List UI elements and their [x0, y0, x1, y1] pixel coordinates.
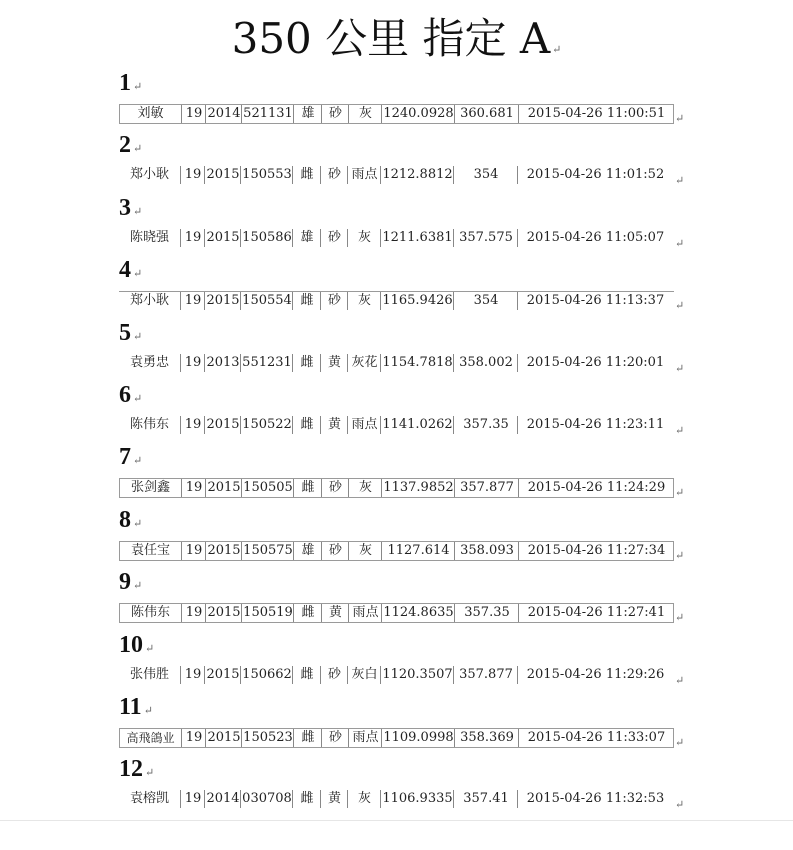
result-row [119, 166, 674, 186]
cell-ring: 150554 [240, 292, 293, 310]
row-end-mark-icon: ↵ [675, 362, 685, 375]
paragraph-mark-icon: ↵ [145, 767, 155, 779]
cell-year: 2014 [204, 790, 241, 808]
cell-time: 2015-04-26 11:33:07 [518, 729, 674, 747]
cell-age: 19 [181, 542, 206, 560]
rank-heading [119, 382, 142, 409]
cell-time: 2015-04-26 11:05:07 [517, 229, 673, 247]
cell-year: 2015 [205, 479, 242, 497]
rank-heading [119, 132, 142, 159]
cell-ring: 150575 [241, 542, 294, 560]
cell-sex: 雌 [293, 479, 322, 497]
cell-speed: 1106.9335 [380, 790, 454, 808]
rank-heading [119, 320, 142, 347]
result-row [119, 291, 674, 311]
rank-heading [119, 632, 154, 659]
cell-name: 张伟胜 [129, 667, 169, 682]
cell-age: 19 [180, 416, 205, 434]
rank-heading [119, 70, 142, 97]
rank-number: 9 [119, 569, 131, 595]
cell-distance: 358.369 [454, 729, 519, 747]
cell-ring: 150553 [240, 166, 293, 184]
cell-distance: 357.877 [454, 479, 519, 497]
rank-heading [119, 444, 142, 471]
cell-age: 19 [181, 604, 206, 622]
cell-time: 2015-04-26 11:13:37 [517, 292, 673, 310]
row-end-mark-icon: ↵ [675, 611, 685, 624]
cell-distance: 354 [453, 292, 518, 310]
result-row [119, 354, 674, 374]
paragraph-mark-icon: ↵ [133, 81, 143, 93]
cell-eye: 黄 [320, 354, 348, 372]
cell-year: 2015 [204, 166, 241, 184]
cell-color: 雨点 [347, 416, 381, 434]
cell-name: 郑小耿 [129, 293, 169, 308]
cell-age: 19 [181, 729, 206, 747]
cell-time: 2015-04-26 11:01:52 [517, 166, 673, 184]
cell-age: 19 [180, 790, 205, 808]
cell-eye: 砂 [321, 542, 349, 560]
row-end-mark-icon: ↵ [675, 674, 685, 687]
cell-distance: 360.681 [454, 105, 519, 123]
cell-time: 2015-04-26 11:32:53 [517, 790, 673, 808]
cell-eye: 砂 [321, 479, 349, 497]
rank-number: 2 [119, 132, 131, 158]
cell-age: 19 [180, 166, 205, 184]
cell-year: 2015 [205, 729, 242, 747]
result-row [119, 104, 674, 124]
cell-eye: 砂 [321, 105, 349, 123]
cell-sex: 雌 [292, 416, 321, 434]
paragraph-mark-icon: ↵ [133, 143, 143, 155]
paragraph-mark-icon: ↵ [133, 455, 143, 467]
cell-eye: 黄 [320, 416, 348, 434]
cell-name: 陈伟东 [130, 605, 170, 620]
cell-color: 灰 [347, 229, 381, 247]
rank-heading [119, 257, 142, 284]
cell-name: 陈晓强 [129, 230, 169, 245]
cell-sex: 雄 [293, 105, 322, 123]
cell-ring: 150519 [241, 604, 294, 622]
rank-number: 1 [119, 70, 131, 96]
cell-eye: 砂 [321, 729, 349, 747]
cell-time: 2015-04-26 11:29:26 [517, 666, 673, 684]
cell-distance: 358.002 [453, 354, 518, 372]
cell-eye: 砂 [320, 292, 348, 310]
cell-color: 灰 [348, 542, 382, 560]
result-row [119, 229, 674, 249]
cell-sex: 雌 [292, 666, 321, 684]
cell-sex: 雌 [292, 790, 321, 808]
page-title [0, 6, 793, 66]
cell-year: 2015 [204, 666, 241, 684]
rank-heading [119, 569, 142, 596]
rank-heading [119, 694, 153, 721]
cell-distance: 357.877 [453, 666, 518, 684]
cell-age: 19 [180, 354, 205, 372]
cell-speed: 1137.9852 [381, 479, 455, 497]
cell-color: 灰白 [347, 666, 381, 684]
cell-time: 2015-04-26 11:23:11 [517, 416, 673, 434]
result-row [119, 478, 674, 498]
result-row [119, 603, 674, 623]
cell-time: 2015-04-26 11:27:41 [518, 604, 674, 622]
cell-eye: 砂 [320, 229, 348, 247]
cell-speed: 1165.9426 [380, 292, 454, 310]
cell-year: 2013 [204, 354, 241, 372]
cell-time: 2015-04-26 11:20:01 [517, 354, 673, 372]
cell-eye: 黄 [320, 790, 348, 808]
cell-speed: 1240.0928 [381, 105, 455, 123]
paragraph-mark-icon: ↵ [133, 393, 143, 405]
row-end-mark-icon: ↵ [675, 424, 685, 437]
row-end-mark-icon: ↵ [675, 112, 685, 125]
rank-number: 7 [119, 444, 131, 470]
rank-heading [119, 507, 142, 534]
cell-time: 2015-04-26 11:24:29 [518, 479, 674, 497]
cell-name: 郑小耿 [129, 167, 169, 182]
cell-color: 灰 [347, 790, 381, 808]
cell-color: 灰 [348, 105, 382, 123]
cell-eye: 砂 [320, 666, 348, 684]
cell-ring: 150505 [241, 479, 294, 497]
page-bottom-divider [0, 820, 793, 821]
cell-name: 袁榕凯 [129, 791, 169, 806]
paragraph-mark-icon: ↵ [133, 206, 143, 218]
row-end-mark-icon: ↵ [675, 798, 685, 811]
row-end-mark-icon: ↵ [675, 736, 685, 749]
rank-heading [119, 195, 142, 222]
row-end-mark-icon: ↵ [675, 174, 685, 187]
paragraph-mark-icon: ↵ [133, 580, 143, 592]
cell-sex: 雌 [292, 166, 321, 184]
cell-ring: 521131 [241, 105, 294, 123]
row-end-mark-icon: ↵ [675, 237, 685, 250]
rank-number: 3 [119, 195, 131, 221]
cell-ring: 150523 [241, 729, 294, 747]
cell-speed: 1154.7818 [380, 354, 454, 372]
cell-color: 灰花 [347, 354, 381, 372]
cell-name: 刘敏 [137, 106, 164, 121]
cell-year: 2015 [204, 416, 241, 434]
cell-ring: 150662 [240, 666, 293, 684]
paragraph-mark-icon: ↵ [133, 518, 143, 530]
cell-name: 袁勇忠 [129, 355, 169, 370]
rank-number: 8 [119, 507, 131, 533]
cell-ring: 551231 [240, 354, 293, 372]
cell-year: 2014 [205, 105, 242, 123]
cell-year: 2015 [204, 292, 241, 310]
cell-sex: 雌 [293, 729, 322, 747]
rank-number: 5 [119, 320, 131, 346]
row-end-mark-icon: ↵ [675, 549, 685, 562]
cell-year: 2015 [204, 229, 241, 247]
result-row [119, 728, 674, 748]
row-end-mark-icon: ↵ [675, 299, 685, 312]
cell-name: 张剑鑫 [130, 480, 170, 495]
cell-year: 2015 [205, 542, 242, 560]
cell-distance: 357.35 [453, 416, 518, 434]
paragraph-mark-icon: ↵ [552, 43, 562, 56]
result-row [119, 541, 674, 561]
paragraph-mark-icon: ↵ [133, 331, 143, 343]
cell-speed: 1212.8812 [380, 166, 454, 184]
cell-sex: 雌 [292, 354, 321, 372]
cell-name: 陈伟东 [129, 417, 169, 432]
cell-ring: 030708 [240, 790, 293, 808]
cell-color: 雨点 [348, 729, 382, 747]
paragraph-mark-icon: ↵ [143, 705, 153, 717]
rank-number: 10 [119, 632, 143, 658]
cell-speed: 1141.0262 [380, 416, 454, 434]
rank-number: 6 [119, 382, 131, 408]
cell-sex: 雄 [293, 542, 322, 560]
cell-age: 19 [180, 292, 205, 310]
cell-age: 19 [180, 229, 205, 247]
cell-year: 2015 [205, 604, 242, 622]
cell-color: 灰 [347, 292, 381, 310]
row-end-mark-icon: ↵ [675, 486, 685, 499]
paragraph-mark-icon: ↵ [133, 268, 143, 280]
cell-distance: 354 [453, 166, 518, 184]
result-row [119, 416, 674, 436]
cell-eye: 黄 [321, 604, 349, 622]
cell-time: 2015-04-26 11:00:51 [518, 105, 674, 123]
cell-color: 雨点 [348, 604, 382, 622]
cell-sex: 雌 [292, 292, 321, 310]
cell-name: 高飛鴿业 [126, 731, 175, 745]
cell-sex: 雌 [293, 604, 322, 622]
page-title-text: 350 公里 指定 A [231, 14, 551, 63]
cell-ring: 150586 [240, 229, 293, 247]
result-row [119, 790, 674, 810]
result-row [119, 666, 674, 686]
paragraph-mark-icon: ↵ [145, 643, 155, 655]
cell-eye: 砂 [320, 166, 348, 184]
rank-number: 12 [119, 756, 143, 782]
cell-age: 19 [180, 666, 205, 684]
cell-age: 19 [181, 479, 206, 497]
cell-color: 雨点 [347, 166, 381, 184]
cell-speed: 1124.8635 [381, 604, 455, 622]
rank-number: 11 [119, 694, 142, 720]
cell-distance: 357.575 [453, 229, 518, 247]
cell-distance: 357.35 [454, 604, 519, 622]
cell-distance: 358.093 [454, 542, 519, 560]
cell-ring: 150522 [240, 416, 293, 434]
cell-speed: 1120.3507 [380, 666, 454, 684]
cell-sex: 雄 [292, 229, 321, 247]
cell-speed: 1109.0998 [381, 729, 455, 747]
cell-speed: 1211.6381 [380, 229, 454, 247]
cell-time: 2015-04-26 11:27:34 [518, 542, 674, 560]
cell-age: 19 [181, 105, 206, 123]
rank-number: 4 [119, 257, 131, 283]
rank-heading [119, 756, 154, 783]
cell-name: 袁任宝 [130, 543, 170, 558]
cell-speed: 1127.614 [381, 542, 455, 560]
cell-color: 灰 [348, 479, 382, 497]
cell-distance: 357.41 [453, 790, 518, 808]
